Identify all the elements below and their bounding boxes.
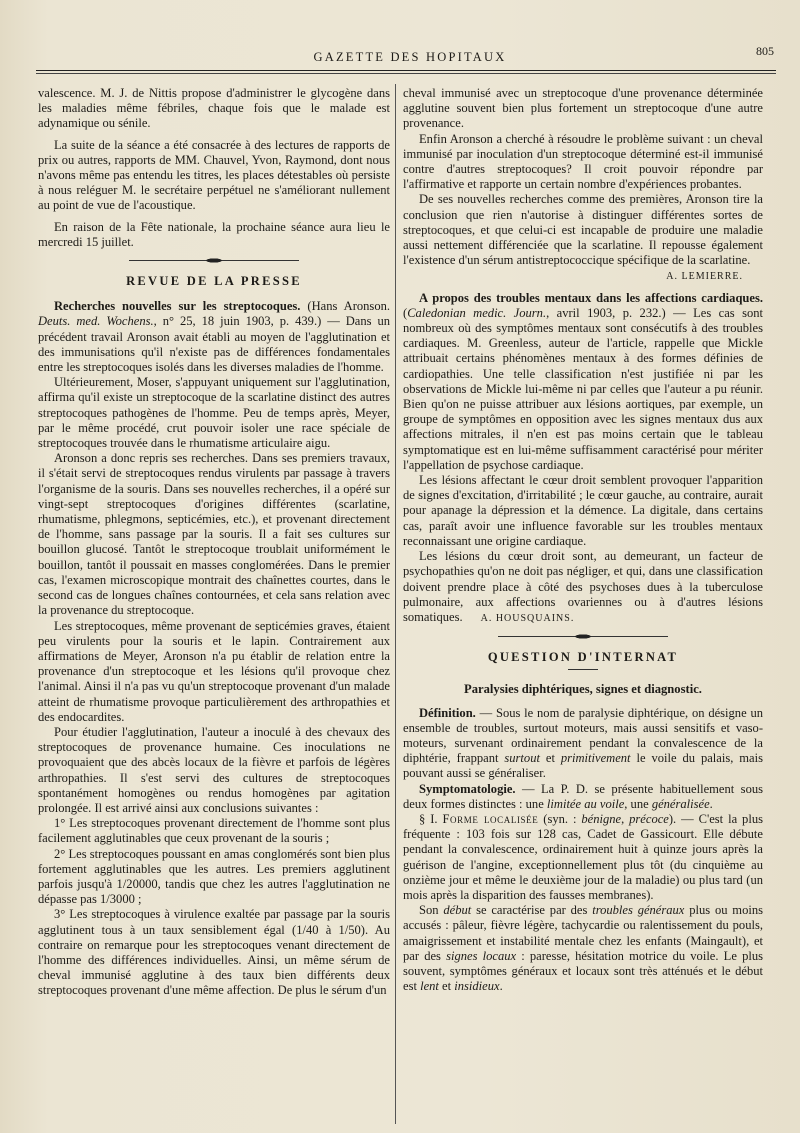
emphasis: signes locaux (446, 948, 517, 963)
section-rule (568, 669, 598, 670)
article-intro (403, 291, 763, 473)
conclusion-item: 3° Les streptocoques à virulence exaltée par passage par la souris agglutinent tous à un taux sensiblement égal (1/40 à 1/50). Au contraire on remarque pour les streptocoques venant directement de l'homme des différences individuelles. Ainsi, un même sérum de cheval immunisé agglutine à des taux bien différents deux streptocoques provenant d'une même affection. De plus le sérum d'un (38, 907, 390, 998)
article-ref: (Hans Aronson. (300, 299, 390, 314)
emphasis: primitivement (560, 751, 631, 766)
symptomatology-label: Symptomatologie. (419, 781, 516, 796)
section-title: QUESTION D'INTERNAT (487, 650, 679, 665)
separator-ornament (129, 256, 299, 266)
text: — Sous le nom de paralysie diphtérique, on désigne un ensemble de troubles, surtout moteurs, mais aussi sensitifs et vaso-moteurs, survenant ordinairement pendant la convalescence de la diphtérie, frappant (403, 705, 763, 766)
definition-label: Définition. (419, 705, 476, 720)
article-title: A propos des troubles mentaux dans les affections cardiaques. (419, 290, 763, 305)
article-title: Recherches nouvelles sur les streptocoques. (54, 299, 301, 314)
emphasis: limitée au voile (546, 796, 625, 811)
journal-name: Deuts. med. Wochens. (38, 314, 154, 329)
text: — La P. D. se présente habituellement sous deux formes distinctes : une (403, 781, 763, 811)
page-number: 805 (756, 44, 774, 58)
text: plus ou moins accusés : pâleur, fièvre légère, tachycardie ou ralentissement du pouls, amaigrissement et instabilité mentale chez les enfants (Maingault), et par des (403, 903, 763, 963)
article-ref: ( (403, 305, 408, 320)
section-number: § I. (419, 811, 443, 826)
author-signature: A. LEMIERRE. (666, 271, 743, 283)
left-column (38, 86, 390, 999)
emphasis: troubles généraux (592, 903, 685, 918)
paragraph: La suite de la séance a été consacrée à des lectures de rapports de prix ou autres, rapports de MM. Chauvel, Yvon, Raymond, dont nous n'avons même pas entendu les titres, les places détestables où persiste à nous reléguer M. le secrétaire perpétuel ne s'améliorant nullement au point de vue de l'acoustique. (38, 137, 390, 213)
paragraph: Pour étudier l'agglutination, l'auteur a inoculé à des chevaux des streptocoques de provenance humaine. Ces inoculations ne provoquaient que des abcès locaux de la fièvre et parfois de légères arthropathies. Il s'est servi des cultures de streptocoques spontanément homogènes ou rendus homogènes par agitation prolongée. Il est arrivé ainsi aux conclusions suivantes : (38, 724, 390, 815)
section-title: REVUE DE LA PRESSE (126, 274, 302, 289)
text: le voile du palais, mais pouvant aussi se généraliser. (403, 751, 763, 781)
page-header (30, 44, 790, 68)
text: , une (624, 796, 652, 811)
text: . (709, 796, 713, 811)
text: ). — C'est la plus fréquente : 103 fois sur 128 cas, Cadet de Gassicourt. Elle débute pendant la convalescence, ordinairement huit à quinze jours après la guérison de l'angine, exceptionnellement plus tôt (du cinquième au onzième jour et même le deuxième jour de la maladie) ou plus tard (un mois après la disparition des fausses membranes). (403, 811, 763, 902)
emphasis: précoce (629, 811, 669, 826)
conclusion-item: 1° Les streptocoques provenant directement de l'homme sont plus facilement agglutinables que ceux provenant de la souris ; (38, 816, 390, 846)
form-label: Forme localisée (442, 811, 539, 826)
subheading: Paralysies diphtériques, signes et diagnostic. (464, 682, 702, 697)
paragraph: De ses nouvelles recherches comme des premières, Aronson tire la conclusion que rien n'autorise à distinguer différentes sortes de streptocoques, et que celui-ci est incapable de produire une maladie aussi nettement différenciée que la scarlatine. Il repousse également l'existence d'un sérum antistreptococcique spécifique de la scarlatine. (403, 192, 763, 268)
text: : paresse, hésitation motrice du voile. Le plus souvent, symptômes généraux et locaux sont très atténués et le début est (403, 948, 763, 994)
paragraph: valescence. M. J. de Nittis propose d'administrer le glycogène dans les maladies même fébriles, chaque fois que le malade est adynamique ou sénile. (38, 86, 390, 131)
text: se caractérise par des (471, 903, 593, 918)
definition-paragraph (403, 706, 763, 782)
emphasis: surtout (504, 751, 540, 766)
article-intro (38, 299, 390, 375)
header-rule (36, 70, 776, 74)
emphasis: insidieux (454, 979, 500, 994)
journal-name: Caledonian medic. Journ. (407, 305, 547, 320)
form-paragraph (403, 812, 763, 903)
text: et (539, 751, 561, 766)
running-title: GAZETTE DES HOPITAUX (313, 50, 507, 64)
column-divider (395, 84, 396, 1124)
article-text: , n° 25, 18 juin 1903, p. 439.) — Dans un précédent travail Aronson avait établi au moyen de l'agglutination et des immunisations qu'il n'existe pas de différences fondamentales entre les streptocoques isolés dans les diverses maladies de l'homme. (38, 314, 391, 375)
emphasis: lent (420, 979, 439, 994)
conclusion-item: 2° Les streptocoques poussant en amas conglomérés sont bien plus fortement agglutinables que les autres. Les premiers agglutinent parfois jusqu'à 1/20000, tandis que chez les autres l'agglutination ne dépasse pas 1/3000 ; (38, 846, 390, 907)
paragraph: Ultérieurement, Moser, s'appuyant uniquement sur l'agglutination, affirma qu'il existe un streptocoque de la scarlatine distinct des autres streptocoques pathogènes de l'homme. Peu de temps après, Meyer, par le même procédé, crut pouvoir isoler une race spéciale de streptocoques trouvée dans le rhumatisme articulaire aigu. (38, 375, 390, 451)
paragraph: En raison de la Fête nationale, la prochaine séance aura lieu le mercredi 15 juillet. (38, 219, 390, 249)
article-text: , avril 1903, p. 232.) — Les cas sont nombreux où des symptômes mentaux sont consécutifs à des troubles cardiaques. M. Greenless, auteur de l'article, rappelle que Mickle attribuait certains phénomènes mentaux à des formes définies de cardiopathies. Une telle classification n'est justifiée ni par les observations de Mickle lui-même ni par celles que l'auteur a pu réunir. Bien qu'on ne puisse attribuer aux lésions aortiques, par exemple, un groupe de symptômes en opposition avec les signes mentaux dus aux affections mitrales, il n'en est pas moins certain que le tableau symptomatique est en lui-même suffisamment caractérisé pour mériter l'appellation de psychose cardiaque. (403, 305, 763, 472)
paragraph: cheval immunisé avec un streptocoque d'une provenance déterminée agglutine souvent bien plus fortement un streptocoque d'une autre provenance. (403, 86, 763, 131)
text: , (621, 811, 630, 826)
paragraph: Enfin Aronson a cherché à résoudre le problème suivant : un cheval immunisé par inoculation d'un streptocoque déterminé est-il immunisé contre d'autres streptocoques? Il croit pouvoir répondre par l'affirmative et rapporte un certain nombre d'expériences probantes. (403, 131, 763, 192)
text: . (499, 979, 503, 994)
author-signature: A. HOUSQUAINS. (480, 612, 575, 624)
paragraph: Les streptocoques, même provenant de septicémies graves, étaient peu virulents pour la souris et le lapin. Contrairement aux affirmations de Meyer, Aronson n'a pu établir de relation entre la provenance d'un streptocoque et les lésions qu'il provoque chez l'animal. Ainsi il n'a pas vu qu'un streptocoque provenant d'un malade atteint de rhumatisme provoque particulièrement des arthropathies et des endocardites. (38, 618, 390, 724)
emphasis: bénigne (581, 811, 622, 826)
paragraph-text: Les lésions du cœur droit sont, au demeurant, un facteur de psychopathies qu'on ne doit pas négliger, et qui, dans une classification doivent prendre place à côté des psychoses dues à la tuberculose pulmonaire, aux affections ovariennes ou à d'autres lésions somatiques. (403, 549, 763, 624)
paragraph (403, 549, 763, 626)
text: et (438, 979, 455, 994)
emphasis: début (443, 903, 472, 918)
paragraph: Aronson a donc repris ses recherches. Dans ses premiers travaux, il s'était servi de streptocoques rendus virulents par passage à travers l'organisme de la souris. Dans ses nouvelles recherches, il a opéré sur vingt-sept streptocoques d'origines différentes (scarlatine, rhumatisme, phlegmons, septicémies, etc.), et provenant directement de l'homme, sans passage par la souris. Il a fait ses cultures sur bouillon glucosé. Tantôt le streptocoque troublait uniformément le bouillon, tantôt il poussait en masses conglomérées. Dans le premier cas, l'examen microscopique montrait des chaînettes courtes, dans le second cas de longues chaînes contournées, et cela sans relation avec la provenance du streptocoque. (38, 451, 390, 618)
separator-ornament (498, 632, 668, 642)
text: Son (419, 903, 444, 918)
text: (syn. : (538, 811, 582, 826)
symptomatology-paragraph (403, 782, 763, 812)
emphasis: généralisée (651, 796, 710, 811)
right-column (403, 86, 763, 994)
onset-paragraph (403, 903, 763, 994)
paragraph: Les lésions affectant le cœur droit semblent provoquer l'apparition de signes d'excitation, d'irritabilité ; le cœur gauche, au contraire, aurait pour apanage la dépression et la démence. La digitale, dans certains cas, paraît avoir une influence favorable sur les troubles mentaux reconnaissant une origine cardiaque. (403, 473, 763, 548)
